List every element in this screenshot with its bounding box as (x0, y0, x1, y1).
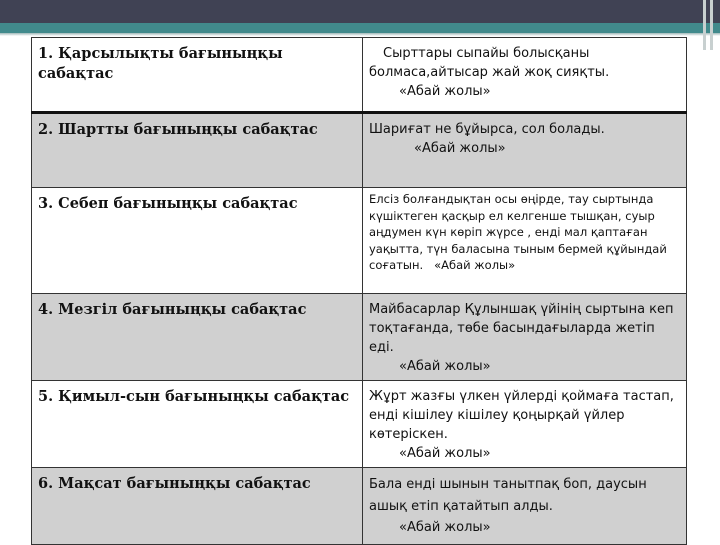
table-row (32, 381, 687, 468)
example-source: «Абай жолы» (399, 359, 491, 374)
clause-type: 1. Қарсылықты бағыныңқы сабақтас (32, 38, 363, 113)
table-row (32, 294, 687, 381)
example-text: Майбасарлар Құлыншақ үйінің сыртына кеп тоқтағанда, төбе басындағыларда жетіп еді. (369, 302, 674, 355)
stripe-shadow (0, 33, 720, 36)
example-text: Шариғат не бұйырса, сол болады. (369, 122, 605, 137)
table-row (32, 188, 687, 294)
example-source: «Абай жолы» (399, 520, 491, 535)
clause-type: 6. Мақсат бағыныңқы сабақтас (32, 468, 363, 545)
example-source: «Абай жолы» (399, 84, 491, 99)
example-source: «Абай жолы» (434, 258, 516, 272)
slide-accent-stripe (0, 23, 720, 33)
table-row (32, 113, 687, 188)
decor-line (710, 0, 713, 50)
clause-type: 3. Себеп бағыныңқы сабақтас (32, 188, 363, 294)
example-cell (363, 38, 687, 113)
example-source: «Абай жолы» (399, 446, 491, 461)
example-cell (363, 381, 687, 468)
example-cell (363, 468, 687, 545)
clause-type: 5. Қимыл-сын бағыныңқы сабақтас (32, 381, 363, 468)
example-text: Сырттары сыпайы болысқаны болмаса,айтысар жай жоқ сияқты. (369, 46, 610, 80)
slide-header-bar (0, 0, 720, 23)
table-row (32, 38, 687, 113)
example-cell (363, 113, 687, 188)
clause-type: 2. Шартты бағыныңқы сабақтас (32, 113, 363, 188)
example-text: Бала енді шынын танытпақ боп, даусын ашық етіп қатайтып алды. (369, 477, 647, 514)
clause-type: 4. Мезгіл бағыныңқы сабақтас (32, 294, 363, 381)
table-row (32, 468, 687, 545)
clause-types-table (31, 37, 687, 545)
example-source: «Абай жолы» (414, 141, 506, 156)
example-text: Елсіз болғандықтан осы өңірде, тау сыртында күшіктеген қасқыр ел келгенше тышқан, суыр аңдумен күн көріп жүрсе , енді мал қаптаған уақытта, түн баласына тыным бермей құйындай соғатын. (369, 192, 667, 272)
example-text: Жұрт жазғы үлкен үйлерді қоймаға тастап, енді кішілеу кішілеу қоңырқай үйлер көтеріскен. (369, 389, 674, 442)
example-cell (363, 294, 687, 381)
example-cell (363, 188, 687, 294)
decor-line (703, 0, 706, 50)
